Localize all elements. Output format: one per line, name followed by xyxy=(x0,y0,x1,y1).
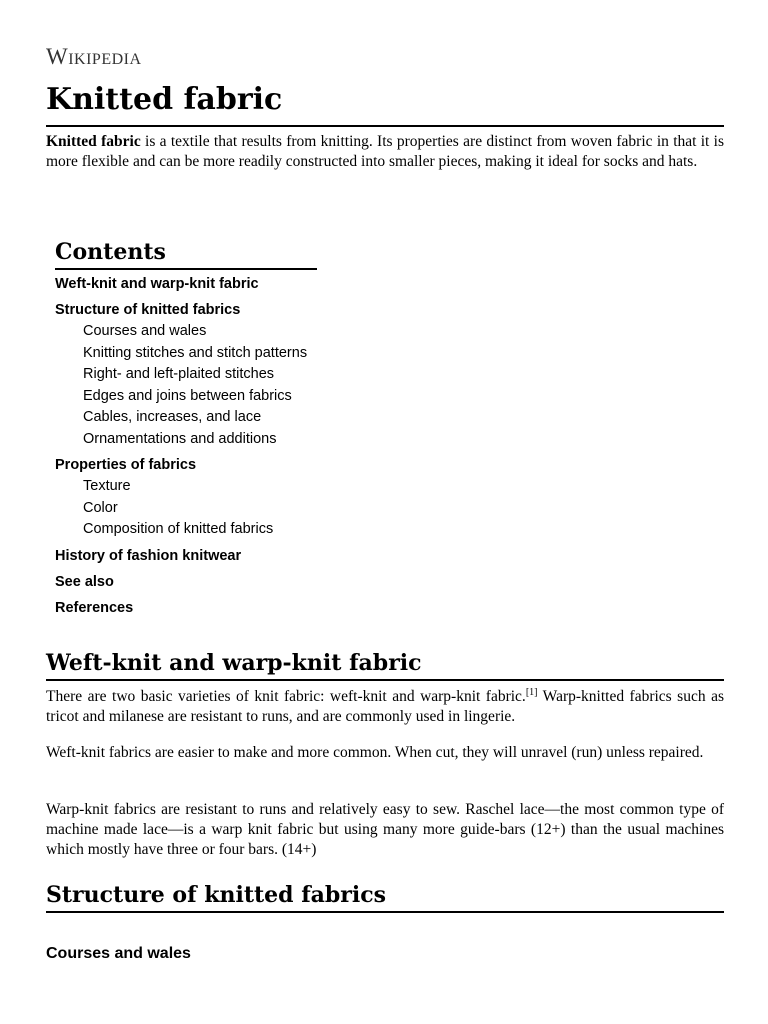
section-divider xyxy=(46,679,724,681)
subsection-heading-courses-wales: Courses and wales xyxy=(46,945,191,962)
table-of-contents xyxy=(55,236,335,619)
toc-subitem[interactable]: Courses and wales xyxy=(83,323,207,339)
toc-item[interactable]: History of fashion knitwear xyxy=(55,547,242,564)
toc-item[interactable]: References xyxy=(55,599,134,616)
toc-item[interactable]: See also xyxy=(55,573,114,590)
paragraph-text: There are two basic varieties of knit fabric: weft-knit and warp-knit fabric. xyxy=(46,688,526,705)
page-title: Knitted fabric xyxy=(46,82,283,117)
paragraph-knit-varieties xyxy=(46,687,724,727)
toc-subitem[interactable]: Edges and joins between fabrics xyxy=(83,387,292,404)
toc-subitem[interactable]: Composition of knitted fabrics xyxy=(83,521,274,537)
toc-title: Contents xyxy=(55,236,317,270)
intro-lead-bold: Knitted fabric xyxy=(46,133,141,150)
toc-subitem[interactable]: Right- and left-plaited stitches xyxy=(83,366,275,382)
toc-list xyxy=(55,274,335,619)
section-heading-structure: Structure of knitted fabrics xyxy=(46,882,387,908)
wikipedia-wordmark[interactable]: Wikipedia xyxy=(46,44,142,69)
paragraph-text: Warp-knitted fabrics such as tricot and milanese are resistant to runs, and are commonly used in lingerie. xyxy=(46,688,724,725)
toc-subitem[interactable]: Color xyxy=(83,499,118,516)
toc-subitem[interactable]: Ornamentations and additions xyxy=(83,430,277,447)
toc-item[interactable]: Properties of fabrics xyxy=(55,457,197,473)
title-divider xyxy=(46,125,724,127)
reference-link[interactable]: [1] xyxy=(525,687,538,698)
paragraph-warp-knit: Warp-knit fabrics are resistant to runs and relatively easy to sew. Raschel lace—the most common type of machine made lace—is a warp knit fabric but using many more guide-bars (12+) than the usual machines which mostly have three or four bars. (14+) xyxy=(46,801,724,858)
intro-paragraph xyxy=(46,132,724,172)
toc-subitem[interactable]: Cables, increases, and lace xyxy=(83,409,262,425)
section-divider xyxy=(46,911,724,913)
section-heading-weft-warp: Weft-knit and warp-knit fabric xyxy=(46,650,422,676)
intro-text: is a textile that results from knitting. Its properties are distinct from woven fabric in that it is more flexible and can be more readily constructed into smaller pieces, making it ideal for socks and hats. xyxy=(46,133,724,170)
toc-item[interactable]: Structure of knitted fabrics xyxy=(55,302,241,318)
toc-subitem[interactable]: Knitting stitches and stitch patterns xyxy=(83,344,308,361)
toc-subitem[interactable]: Texture xyxy=(83,478,131,494)
toc-item[interactable]: Weft-knit and warp-knit fabric xyxy=(55,276,259,292)
paragraph-weft-knit: Weft-knit fabrics are easier to make and more common. When cut, they will unravel (run) unless repaired. xyxy=(46,744,704,761)
